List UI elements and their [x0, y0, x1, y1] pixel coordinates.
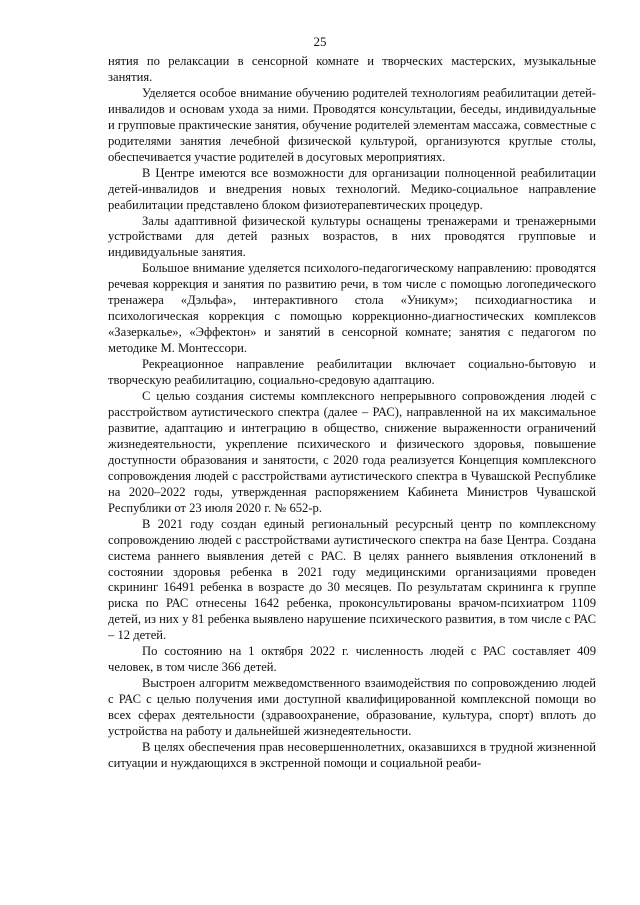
page-number: 25: [313, 34, 327, 49]
paragraph-recreational: Рекреационное направление реабилитации включает социально-бытовую и творческую реабилитацию, социально-средовую адаптацию.: [108, 357, 596, 388]
document-body: [108, 54, 596, 772]
paragraph-interagency-algorithm: Выстроен алгоритм межведомственного взаимодействия по сопровождению людей с РАС с целью получения ими доступной квалифицированной комплексной помощи во всех сферах деятельности (здравоохранение, образование, культура, спорт) вплоть до устройства на работу и дальнейшей жизнедеятельности.: [108, 676, 596, 739]
paragraph-psychological-pedagogical: Большое внимание уделяется психолого-педагогическому направлению: проводятся речевая коррекция и занятия по развитию речи, в том числе с помощью логопедического тренажера «Дэльфа», интерактивного стола «Уникум»; психодиагностика и психологическая коррекция с помощью коррекционно-диагностических комплексов «Зазеркалье», «Эффектон» и занятий в сенсорной комнате; занятия с педагогом по методике М. Монтессори.: [108, 261, 596, 356]
paragraph-1-continued: нятия по релаксации в сенсорной комнате и творческих мастерских, музыкальные занятия.: [108, 54, 596, 84]
paragraph-resource-center-2021: В 2021 году создан единый региональный ресурсный центр по комплексному сопровождению людей с расстройствами аутистического спектра на базе Центра. Создана система раннего выявления детей с РАС. В целях раннего выявления отклонений в состоянии здоровья ребенка в 2021 году медицинскими организациями проведен скрининг 16491 ребенка в возрасте до 30 месяцев. По результатам скрининга к группе риска по РАС отнесены 1642 ребенка, проконсультированы врачом-психиатром 1109 детей, из них у 81 ребенка выявлено нарушение психического развития, в том числе с РАС – 12 детей.: [108, 516, 596, 643]
paragraph-center-capabilities: В Центре имеются все возможности для организации полноценной реабилитации детей-инвалидов и внедрения новых технологий. Медико-социальное направление реабилитации представлено блоком физиотерапевтических процедур.: [108, 165, 596, 212]
paragraph-asd-concept: С целью создания системы комплексного непрерывного сопровождения людей с расстройством аутистического спектра (далее – РАС), направленной на их максимальное развитие, адаптацию и интеграцию в общество, снижение выраженности ограничений жизнедеятельности, укрепление психического и физического здоровья, повышение доступности образования и занятости, с 2020 года реализуется Концепция комплексного сопровождения людей с расстройствами аутистического спектра в Чувашской Республике на 2020–2022 годы, утвержденная распоряжением Кабинета Министров Чувашской Республики от 23 июля 2020 г. № 652-р.: [108, 389, 596, 515]
paragraph-minors-rights: В целях обеспечения прав несовершеннолетних, оказавшихся в трудной жизненной ситуации и нуждающихся в экстренной помощи и социальной реаби-: [108, 739, 596, 770]
paragraph-asd-statistics: По состоянию на 1 октября 2022 г. численность людей с РАС составляет 409 человек, в том числе 366 детей.: [108, 644, 596, 675]
paragraph-adaptive-physical-culture: Залы адаптивной физической культуры оснащены тренажерами и тренажерными устройствами для детей разных возрастов, в них проводятся групповые и индивидуальные занятия.: [108, 213, 596, 260]
paragraph-parent-training: Уделяется особое внимание обучению родителей технологиям реабилитации детей-инвалидов и основам ухода за ними. Проводятся консультации, беседы, индивидуальные и групповые практические занятия, обучение родителей элементам массажа, совместные с родителями занятия лечебной физической культурой, организуются круглые столы, обеспечивается участие родителей в досуговых мероприятиях.: [108, 85, 596, 164]
